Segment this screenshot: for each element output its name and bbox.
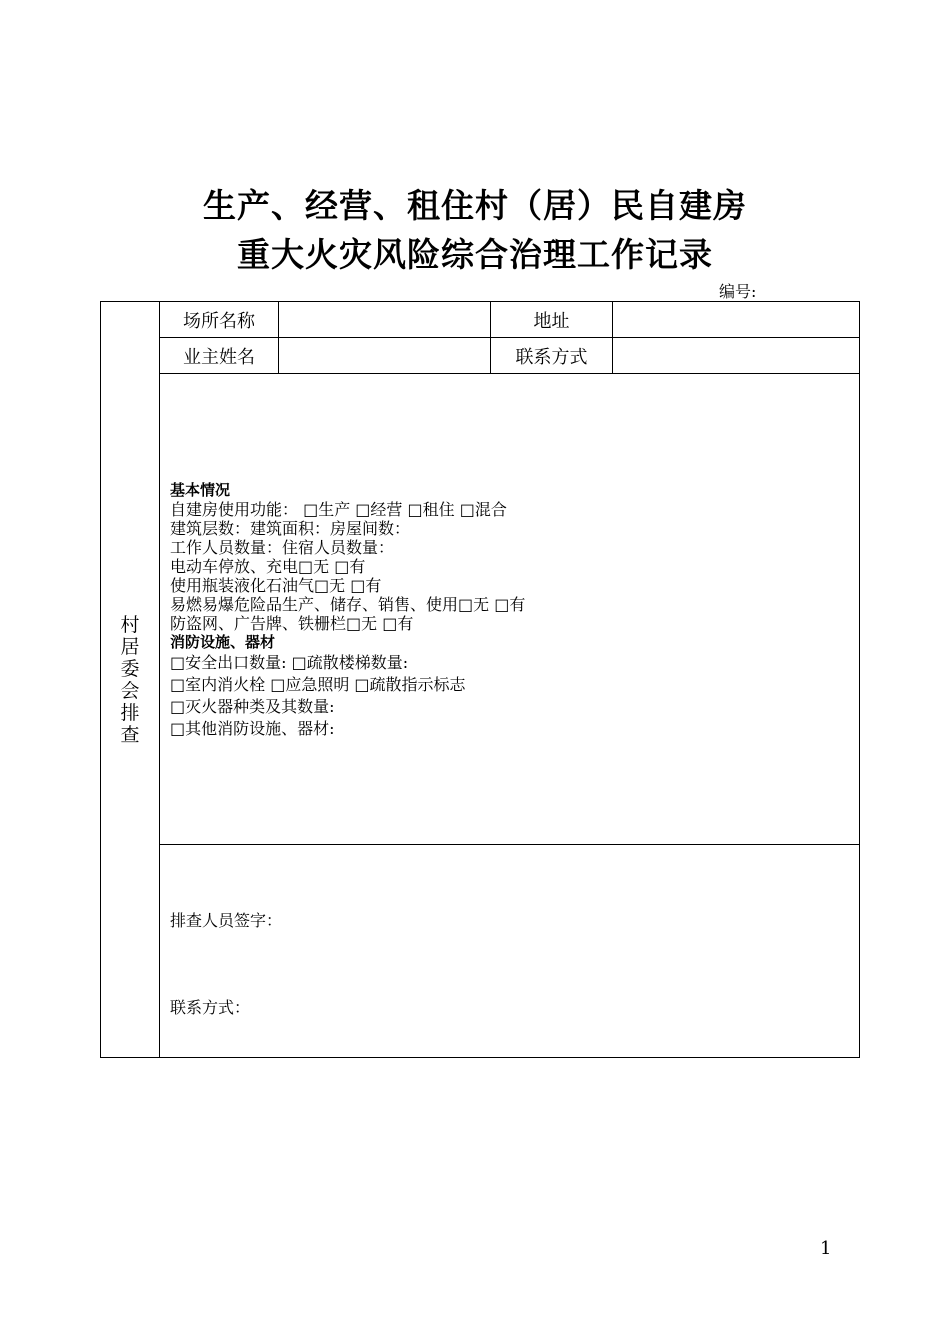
basic-info-line: 易燃易爆危险品生产、储存、销售、使用□无 □有 xyxy=(170,595,526,614)
signature-cell[interactable] xyxy=(160,845,860,1058)
owner-name-field[interactable] xyxy=(279,338,491,374)
owner-contact-label: 联系方式 xyxy=(491,338,613,374)
inspector-contact-label: 联系方式： xyxy=(170,998,251,1017)
address-field[interactable] xyxy=(613,302,860,338)
side-char: 排 xyxy=(120,701,140,724)
basic-info-line: 自建房使用功能： □生产 □经营 □租住 □混合 xyxy=(170,500,507,519)
place-name-label: 场所名称 xyxy=(160,302,279,338)
inspector-signature-label: 排查人员签字： xyxy=(170,911,283,930)
fire-facilities-line: □灭火器种类及其数量: xyxy=(170,697,335,716)
inspection-content-cell[interactable] xyxy=(160,374,860,845)
basic-info-line: 防盗网、广告牌、铁栅栏□无 □有 xyxy=(170,614,414,633)
fire-facilities-heading: 消防设施、器材 xyxy=(170,633,276,651)
place-name-field[interactable] xyxy=(279,302,491,338)
side-char: 居 xyxy=(120,635,140,658)
basic-info-line: 使用瓶装液化石油气□无 □有 xyxy=(170,576,382,595)
basic-info-line: 建筑层数：建筑面积：房屋间数： xyxy=(170,519,411,538)
address-label: 地址 xyxy=(491,302,613,338)
basic-info-line: 电动车停放、充电□无 □有 xyxy=(170,557,366,576)
side-char: 村 xyxy=(120,613,140,636)
side-label-village-committee-check xyxy=(101,302,160,1058)
title-line-2: 重大火灾风险综合治理工作记录 xyxy=(237,235,713,274)
title-line-1: 生产、经营、租住村（居）民自建房 xyxy=(203,186,747,225)
fire-facilities-line: □其他消防设施、器材: xyxy=(170,719,335,738)
side-char: 会 xyxy=(120,679,140,702)
fire-facilities-line: □安全出口数量: □疏散楼梯数量: xyxy=(170,653,409,672)
side-char: 委 xyxy=(120,657,140,680)
page-number: 1 xyxy=(820,1238,832,1259)
owner-name-label: 业主姓名 xyxy=(160,338,279,374)
basic-info-line: 工作人员数量：住宿人员数量： xyxy=(170,538,395,557)
basic-info-heading: 基本情况 xyxy=(170,481,231,499)
owner-contact-field[interactable] xyxy=(613,338,860,374)
side-char: 查 xyxy=(120,723,140,746)
fire-facilities-line: □室内消火栓 □应急照明 □疏散指示标志 xyxy=(170,675,466,694)
record-form-table xyxy=(100,301,860,1058)
serial-number-label: 编号: xyxy=(719,282,757,301)
